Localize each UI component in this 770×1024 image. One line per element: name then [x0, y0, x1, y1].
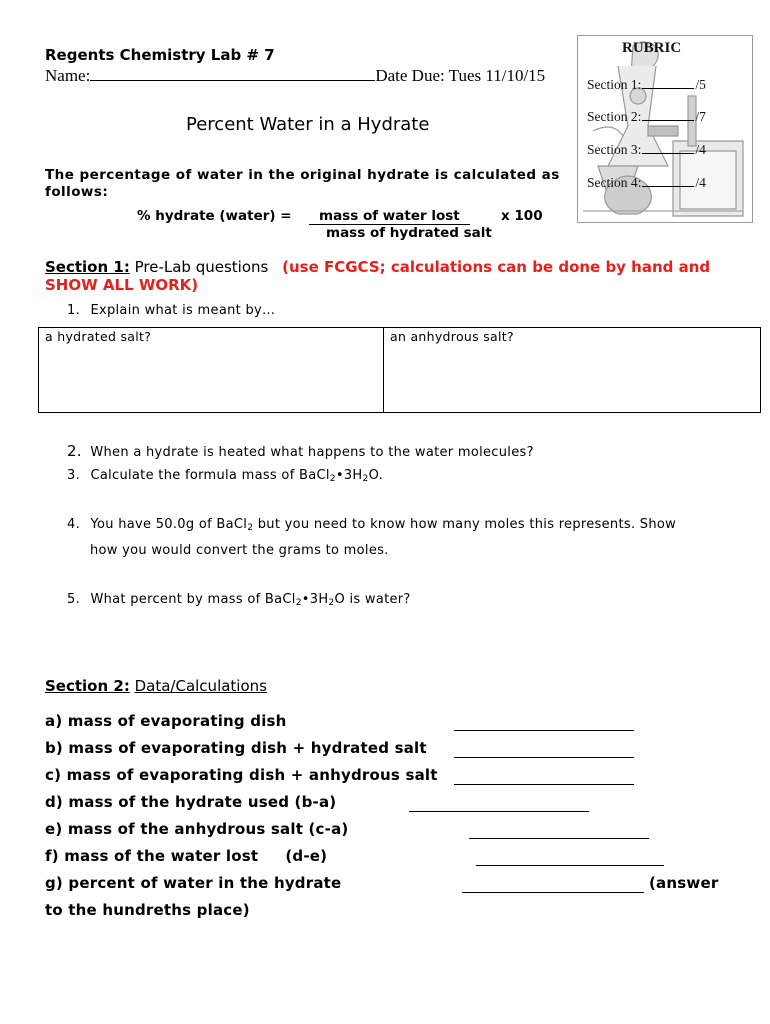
rubric-row-3 [587, 142, 706, 158]
name-field[interactable] [90, 80, 375, 81]
question-text [90, 517, 676, 532]
answer-line-g[interactable] [462, 892, 644, 893]
q3-mid: •3H [335, 468, 363, 483]
question-text: When a hydrate is heated what happens to the water molecules? [90, 445, 534, 460]
section1-heading: Section 1: [45, 258, 130, 276]
table-header: a hydrated salt? [45, 329, 152, 344]
answer-line-d[interactable] [409, 811, 589, 812]
answer-line-b[interactable] [454, 757, 634, 758]
answer-line-f[interactable] [476, 865, 664, 866]
lab-title: Regents Chemistry Lab # 7 [45, 46, 275, 64]
section1-heading-line [45, 258, 710, 276]
name-label: Name: [45, 66, 91, 85]
section2-heading-line [45, 677, 267, 695]
question-4 [67, 517, 676, 532]
rubric-row-points: /4 [695, 175, 706, 190]
q4-prefix: You have 50.0g of BaCl [90, 517, 248, 532]
section2-heading: Section 2: [45, 677, 130, 695]
hydrated-salt-cell[interactable] [39, 328, 384, 413]
q3-suffix: O. [368, 468, 384, 483]
question-text: Explain what is meant by… [90, 303, 276, 318]
hydrate-definition-table [38, 327, 761, 413]
question-number: 2. [67, 442, 82, 460]
name-line [45, 66, 545, 86]
formula-numerator [309, 208, 470, 225]
rubric-score-field[interactable] [642, 88, 694, 89]
rubric-row-label: Section 2: [587, 109, 642, 124]
rubric-score-field[interactable] [642, 120, 694, 121]
intro-line-2: follows: [45, 184, 109, 200]
question-number: 3. [67, 468, 81, 483]
q4-sub: 2 [247, 522, 254, 533]
question-number: 4. [67, 517, 81, 532]
date-due: Date Due: Tues 11/10/15 [375, 66, 546, 85]
rubric-row-1 [587, 77, 706, 93]
data-item-f: f) mass of the water lost (d-e) [45, 847, 328, 865]
question-1 [67, 303, 275, 318]
q4-suffix: but you need to know how many moles this represents. Show [253, 517, 677, 532]
q5-sub: 2 [295, 597, 302, 608]
lab-equipment-illustration [578, 36, 752, 222]
answer-line-e[interactable] [469, 838, 649, 839]
answer-line-a[interactable] [454, 730, 634, 731]
formula-lhs: % hydrate (water) = [137, 208, 292, 224]
table-header: an anhydrous salt? [390, 329, 514, 344]
data-item-g: g) percent of water in the hydrate [45, 874, 342, 892]
rubric-row-label: Section 3: [587, 142, 642, 157]
rubric-row-points: /5 [695, 77, 706, 92]
formula-multiplier: x 100 [501, 208, 543, 224]
q5-mid: •3H [301, 592, 329, 607]
rubric-score-field[interactable] [642, 153, 694, 154]
anhydrous-salt-cell[interactable] [384, 328, 761, 413]
rubric-row-label: Section 1: [587, 77, 642, 92]
section1-note: (use FCGCS; calculations can be done by hand and [282, 258, 711, 276]
section2-subheading: Data/Calculations [134, 677, 267, 695]
data-item-a: a) mass of evaporating dish [45, 712, 287, 730]
rubric-row-2 [587, 109, 706, 125]
q5-prefix: What percent by mass of BaCl [90, 592, 296, 607]
question-number: 1. [67, 303, 81, 318]
formula-denominator: mass of hydrated salt [326, 225, 492, 241]
answer-note: (answer [649, 874, 719, 892]
question-3 [67, 468, 383, 483]
intro-line-1: The percentage of water in the original hydrate is calculated as [45, 167, 560, 183]
rubric-box [577, 35, 753, 223]
question-text [90, 468, 383, 483]
rubric-title: RUBRIC [622, 40, 682, 56]
q3-sub: 2 [362, 473, 369, 484]
question-5 [67, 592, 411, 607]
rubric-row-points: /4 [695, 142, 706, 157]
rubric-score-field[interactable] [642, 186, 694, 187]
data-item-d: d) mass of the hydrate used (b-a) [45, 793, 337, 811]
answer-line-c[interactable] [454, 784, 634, 785]
data-item-b: b) mass of evaporating dish + hydrated salt [45, 739, 427, 757]
numerator-text: mass of water lost [319, 208, 460, 224]
question-number: 5. [67, 592, 81, 607]
q3-prefix: Calculate the formula mass of BaCl [90, 468, 330, 483]
rubric-row-4 [587, 175, 706, 191]
q5-sub: 2 [328, 597, 335, 608]
section1-subheading: Pre-Lab questions [134, 258, 269, 276]
q5-suffix: O is water? [334, 592, 411, 607]
page-title: Percent Water in a Hydrate [186, 114, 430, 135]
section1-note-2: SHOW ALL WORK) [45, 276, 199, 294]
question-text [90, 592, 410, 607]
answer-note-2: to the hundreths place) [45, 901, 250, 919]
question-4-line-2: how you would convert the grams to moles. [90, 543, 389, 558]
data-item-e: e) mass of the anhydrous salt (c-a) [45, 820, 349, 838]
question-2 [67, 442, 534, 460]
data-item-c: c) mass of evaporating dish + anhydrous salt [45, 766, 438, 784]
rubric-row-label: Section 4: [587, 175, 642, 190]
q3-sub: 2 [329, 473, 336, 484]
rubric-row-points: /7 [695, 109, 706, 124]
